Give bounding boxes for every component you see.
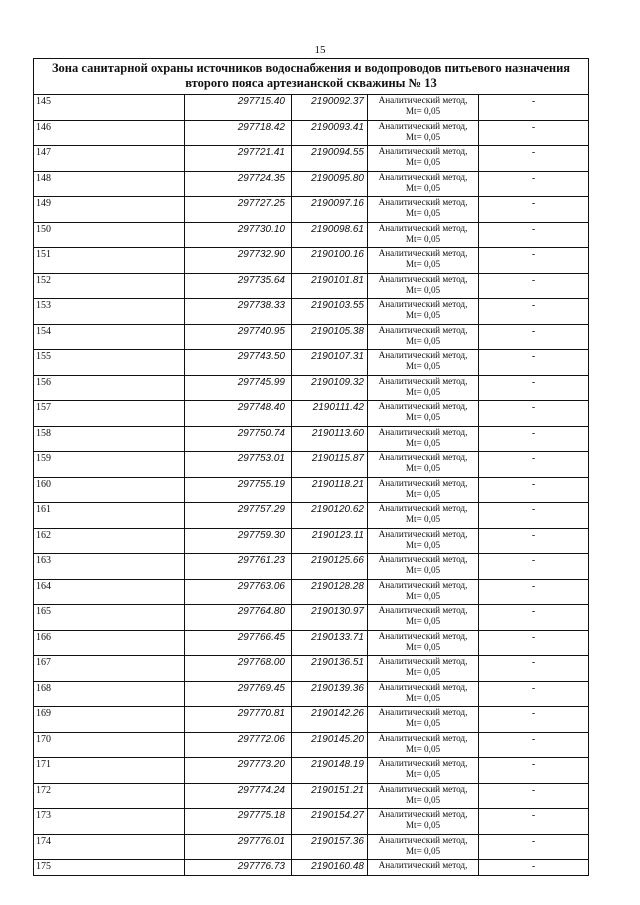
method-cell xyxy=(368,707,479,733)
method-cell xyxy=(368,375,479,401)
method-cell xyxy=(368,554,479,580)
description-cell: - xyxy=(479,324,589,350)
description-cell: - xyxy=(479,528,589,554)
table-row xyxy=(34,324,589,350)
method-cell xyxy=(368,324,479,350)
table-row xyxy=(34,834,589,860)
method-accuracy: Mt= 0,05 xyxy=(405,106,441,116)
point-number-cell: 169 xyxy=(34,707,185,733)
method-accuracy: Mt= 0,05 xyxy=(405,310,441,320)
point-number-cell: 146 xyxy=(34,120,185,146)
y-coordinate-cell: 2190151.21 xyxy=(292,783,368,809)
point-number-cell: 168 xyxy=(34,681,185,707)
point-number-cell: 151 xyxy=(34,248,185,274)
method-cell xyxy=(368,146,479,172)
point-number-cell: 145 xyxy=(34,95,185,121)
x-coordinate-cell: 297775.18 xyxy=(185,809,292,835)
method-accuracy: Mt= 0,05 xyxy=(405,692,441,703)
method-accuracy: Mt= 0,05 xyxy=(405,667,441,677)
method-accuracy: Mt= 0,05 xyxy=(405,539,441,550)
description-cell: - xyxy=(479,834,589,860)
point-number-cell: 170 xyxy=(34,732,185,758)
method-name: Аналитический метод, xyxy=(378,197,468,207)
description-cell: - xyxy=(479,783,589,809)
method-name: Аналитический метод, xyxy=(378,860,468,870)
method-cell xyxy=(368,426,479,452)
table-row xyxy=(34,401,589,427)
x-coordinate-cell: 297721.41 xyxy=(185,146,292,172)
table-row xyxy=(34,783,589,809)
y-coordinate-cell: 2190094.55 xyxy=(292,146,368,172)
y-coordinate-cell: 2190115.87 xyxy=(292,452,368,478)
table-body xyxy=(34,95,589,876)
method-name: Аналитический метод, xyxy=(378,528,468,539)
description-cell: - xyxy=(479,477,589,503)
description-cell: - xyxy=(479,350,589,376)
point-number-cell: 155 xyxy=(34,350,185,376)
point-number-cell: 149 xyxy=(34,197,185,223)
description-cell: - xyxy=(479,401,589,427)
method-accuracy: Mt= 0,05 xyxy=(405,335,441,346)
x-coordinate-cell: 297776.73 xyxy=(185,860,292,876)
y-coordinate-cell: 2190128.28 xyxy=(292,579,368,605)
method-cell xyxy=(368,350,479,376)
table-row xyxy=(34,809,589,835)
table-row xyxy=(34,630,589,656)
table-row xyxy=(34,426,589,452)
y-coordinate-cell: 2190120.62 xyxy=(292,503,368,529)
method-name: Аналитический метод, xyxy=(378,783,468,794)
coordinates-sheet xyxy=(33,58,589,876)
point-number-cell: 175 xyxy=(34,860,185,876)
point-number-cell: 167 xyxy=(34,656,185,682)
method-cell xyxy=(368,222,479,248)
method-name: Аналитический метод, xyxy=(378,146,468,156)
y-coordinate-cell: 2190103.55 xyxy=(292,299,368,325)
method-name: Аналитический метод, xyxy=(378,171,468,182)
method-cell xyxy=(368,783,479,809)
method-accuracy: Mt= 0,05 xyxy=(405,131,441,142)
method-cell xyxy=(368,834,479,860)
point-number-cell: 173 xyxy=(34,809,185,835)
method-accuracy: Mt= 0,05 xyxy=(405,769,441,779)
x-coordinate-cell: 297764.80 xyxy=(185,605,292,631)
y-coordinate-cell: 2190101.81 xyxy=(292,273,368,299)
table-row xyxy=(34,732,589,758)
point-number-cell: 165 xyxy=(34,605,185,631)
method-name: Аналитический метод, xyxy=(378,273,468,284)
table-row xyxy=(34,197,589,223)
method-name: Аналитический метод, xyxy=(378,324,468,335)
method-accuracy: Mt= 0,05 xyxy=(405,157,441,167)
point-number-cell: 164 xyxy=(34,579,185,605)
x-coordinate-cell: 297766.45 xyxy=(185,630,292,656)
point-number-cell: 153 xyxy=(34,299,185,325)
method-cell xyxy=(368,605,479,631)
x-coordinate-cell: 297763.06 xyxy=(185,579,292,605)
table-row xyxy=(34,120,589,146)
description-cell: - xyxy=(479,426,589,452)
point-number-cell: 160 xyxy=(34,477,185,503)
y-coordinate-cell: 2190157.36 xyxy=(292,834,368,860)
document-title xyxy=(33,58,589,94)
method-name: Аналитический метод, xyxy=(378,503,468,513)
y-coordinate-cell: 2190130.97 xyxy=(292,605,368,631)
description-cell: - xyxy=(479,681,589,707)
point-number-cell: 147 xyxy=(34,146,185,172)
method-accuracy: Mt= 0,05 xyxy=(405,794,441,805)
y-coordinate-cell: 2190111.42 xyxy=(292,401,368,427)
description-cell: - xyxy=(479,171,589,197)
y-coordinate-cell: 2190093.41 xyxy=(292,120,368,146)
x-coordinate-cell: 297776.01 xyxy=(185,834,292,860)
point-number-cell: 152 xyxy=(34,273,185,299)
description-cell: - xyxy=(479,605,589,631)
method-cell xyxy=(368,197,479,223)
y-coordinate-cell: 2190148.19 xyxy=(292,758,368,784)
x-coordinate-cell: 297735.64 xyxy=(185,273,292,299)
title-line-1: Зона санитарной охраны источников водоснабжения и водопроводов питьевого назначения xyxy=(51,61,571,75)
table-row xyxy=(34,656,589,682)
method-accuracy: Mt= 0,05 xyxy=(405,284,441,295)
y-coordinate-cell: 2190107.31 xyxy=(292,350,368,376)
method-accuracy: Mt= 0,05 xyxy=(405,182,441,193)
method-name: Аналитический метод, xyxy=(378,375,468,386)
method-name: Аналитический метод, xyxy=(378,758,468,768)
description-cell: - xyxy=(479,375,589,401)
y-coordinate-cell: 2190097.16 xyxy=(292,197,368,223)
method-name: Аналитический метод, xyxy=(378,579,468,590)
x-coordinate-cell: 297773.20 xyxy=(185,758,292,784)
method-cell xyxy=(368,503,479,529)
y-coordinate-cell: 2190125.66 xyxy=(292,554,368,580)
y-coordinate-cell: 2190145.20 xyxy=(292,732,368,758)
description-cell: - xyxy=(479,630,589,656)
table-row xyxy=(34,95,589,121)
method-cell xyxy=(368,528,479,554)
description-cell: - xyxy=(479,95,589,121)
table-row xyxy=(34,452,589,478)
y-coordinate-cell: 2190118.21 xyxy=(292,477,368,503)
method-name: Аналитический метод, xyxy=(378,222,468,233)
method-cell xyxy=(368,299,479,325)
description-cell: - xyxy=(479,860,589,876)
method-name: Аналитический метод, xyxy=(378,630,468,641)
x-coordinate-cell: 297768.00 xyxy=(185,656,292,682)
table-row xyxy=(34,860,589,876)
method-accuracy: Mt= 0,05 xyxy=(405,845,441,856)
method-name: Аналитический метод, xyxy=(378,248,468,258)
method-cell xyxy=(368,579,479,605)
y-coordinate-cell: 2190100.16 xyxy=(292,248,368,274)
method-cell xyxy=(368,95,479,121)
x-coordinate-cell: 297730.10 xyxy=(185,222,292,248)
method-name: Аналитический метод, xyxy=(378,707,468,717)
method-cell xyxy=(368,452,479,478)
method-accuracy: Mt= 0,05 xyxy=(405,514,441,524)
y-coordinate-cell: 2190109.32 xyxy=(292,375,368,401)
table-row xyxy=(34,222,589,248)
method-cell xyxy=(368,656,479,682)
description-cell: - xyxy=(479,299,589,325)
point-number-cell: 161 xyxy=(34,503,185,529)
method-name: Аналитический метод, xyxy=(378,605,468,615)
table-row xyxy=(34,605,589,631)
y-coordinate-cell: 2190136.51 xyxy=(292,656,368,682)
method-name: Аналитический метод, xyxy=(378,95,468,105)
x-coordinate-cell: 297724.35 xyxy=(185,171,292,197)
method-cell xyxy=(368,809,479,835)
x-coordinate-cell: 297774.24 xyxy=(185,783,292,809)
table-row xyxy=(34,299,589,325)
method-accuracy: Mt= 0,05 xyxy=(405,208,441,218)
title-line-2: второго пояса артезианской скважины № 13 xyxy=(185,76,437,90)
x-coordinate-cell: 297727.25 xyxy=(185,197,292,223)
x-coordinate-cell: 297718.42 xyxy=(185,120,292,146)
method-name: Аналитический метод, xyxy=(378,401,468,411)
description-cell: - xyxy=(479,758,589,784)
point-number-cell: 148 xyxy=(34,171,185,197)
description-cell: - xyxy=(479,273,589,299)
method-accuracy: Mt= 0,05 xyxy=(405,233,441,244)
x-coordinate-cell: 297715.40 xyxy=(185,95,292,121)
description-cell: - xyxy=(479,452,589,478)
point-number-cell: 159 xyxy=(34,452,185,478)
x-coordinate-cell: 297743.50 xyxy=(185,350,292,376)
page-number: 15 xyxy=(314,44,326,56)
x-coordinate-cell: 297772.06 xyxy=(185,732,292,758)
description-cell: - xyxy=(479,197,589,223)
method-accuracy: Mt= 0,05 xyxy=(405,565,441,575)
table-row xyxy=(34,503,589,529)
y-coordinate-cell: 2190113.60 xyxy=(292,426,368,452)
table-row xyxy=(34,477,589,503)
method-accuracy: Mt= 0,05 xyxy=(405,386,441,397)
method-name: Аналитический метод, xyxy=(378,299,468,309)
description-cell: - xyxy=(479,146,589,172)
method-accuracy: Mt= 0,05 xyxy=(405,718,441,728)
description-cell: - xyxy=(479,732,589,758)
description-cell: - xyxy=(479,809,589,835)
method-accuracy: Mt= 0,05 xyxy=(405,590,441,601)
description-cell: - xyxy=(479,120,589,146)
table-row xyxy=(34,707,589,733)
method-cell xyxy=(368,477,479,503)
x-coordinate-cell: 297761.23 xyxy=(185,554,292,580)
point-number-cell: 171 xyxy=(34,758,185,784)
method-cell xyxy=(368,273,479,299)
table-row xyxy=(34,146,589,172)
description-cell: - xyxy=(479,554,589,580)
point-number-cell: 154 xyxy=(34,324,185,350)
x-coordinate-cell: 297757.29 xyxy=(185,503,292,529)
x-coordinate-cell: 297750.74 xyxy=(185,426,292,452)
y-coordinate-cell: 2190095.80 xyxy=(292,171,368,197)
method-name: Аналитический метод, xyxy=(378,809,468,819)
method-cell xyxy=(368,732,479,758)
x-coordinate-cell: 297740.95 xyxy=(185,324,292,350)
table-row xyxy=(34,554,589,580)
x-coordinate-cell: 297755.19 xyxy=(185,477,292,503)
table-row xyxy=(34,375,589,401)
method-accuracy: Mt= 0,05 xyxy=(405,259,441,269)
x-coordinate-cell: 297732.90 xyxy=(185,248,292,274)
method-cell xyxy=(368,681,479,707)
method-name: Аналитический метод, xyxy=(378,834,468,845)
table-row xyxy=(34,579,589,605)
x-coordinate-cell: 297769.45 xyxy=(185,681,292,707)
y-coordinate-cell: 2190154.27 xyxy=(292,809,368,835)
description-cell: - xyxy=(479,503,589,529)
description-cell: - xyxy=(479,248,589,274)
point-number-cell: 166 xyxy=(34,630,185,656)
y-coordinate-cell: 2190123.11 xyxy=(292,528,368,554)
method-accuracy: Mt= 0,05 xyxy=(405,361,441,371)
method-name: Аналитический метод, xyxy=(378,452,468,462)
description-cell: - xyxy=(479,222,589,248)
point-number-cell: 174 xyxy=(34,834,185,860)
y-coordinate-cell: 2190092.37 xyxy=(292,95,368,121)
x-coordinate-cell: 297759.30 xyxy=(185,528,292,554)
description-cell: - xyxy=(479,656,589,682)
method-accuracy: Mt= 0,05 xyxy=(405,437,441,448)
point-number-cell: 172 xyxy=(34,783,185,809)
coordinates-table xyxy=(33,94,589,876)
description-cell: - xyxy=(479,579,589,605)
table-row xyxy=(34,350,589,376)
method-cell xyxy=(368,248,479,274)
table-row xyxy=(34,248,589,274)
y-coordinate-cell: 2190133.71 xyxy=(292,630,368,656)
point-number-cell: 163 xyxy=(34,554,185,580)
method-accuracy: Mt= 0,05 xyxy=(405,616,441,626)
method-name: Аналитический метод, xyxy=(378,554,468,564)
method-name: Аналитический метод, xyxy=(378,732,468,743)
description-cell: - xyxy=(479,707,589,733)
method-name: Аналитический метод, xyxy=(378,656,468,666)
table-row xyxy=(34,681,589,707)
method-name: Аналитический метод, xyxy=(378,120,468,131)
table-row xyxy=(34,273,589,299)
method-cell xyxy=(368,630,479,656)
y-coordinate-cell: 2190098.61 xyxy=(292,222,368,248)
y-coordinate-cell: 2190139.36 xyxy=(292,681,368,707)
method-name: Аналитический метод, xyxy=(378,681,468,692)
method-cell xyxy=(368,401,479,427)
method-accuracy: Mt= 0,05 xyxy=(405,488,441,499)
point-number-cell: 158 xyxy=(34,426,185,452)
x-coordinate-cell: 297738.33 xyxy=(185,299,292,325)
point-number-cell: 150 xyxy=(34,222,185,248)
method-cell xyxy=(368,171,479,197)
method-cell xyxy=(368,120,479,146)
x-coordinate-cell: 297745.99 xyxy=(185,375,292,401)
x-coordinate-cell: 297753.01 xyxy=(185,452,292,478)
method-accuracy: Mt= 0,05 xyxy=(405,743,441,754)
point-number-cell: 162 xyxy=(34,528,185,554)
method-accuracy: Mt= 0,05 xyxy=(405,641,441,652)
method-accuracy: Mt= 0,05 xyxy=(405,463,441,473)
method-name: Аналитический метод, xyxy=(378,477,468,488)
y-coordinate-cell: 2190160.48 xyxy=(292,860,368,876)
method-cell xyxy=(368,860,479,876)
y-coordinate-cell: 2190105.38 xyxy=(292,324,368,350)
x-coordinate-cell: 297748.40 xyxy=(185,401,292,427)
method-accuracy: Mt= 0,05 xyxy=(405,412,441,422)
point-number-cell: 156 xyxy=(34,375,185,401)
method-accuracy: Mt= 0,05 xyxy=(405,820,441,830)
table-row xyxy=(34,528,589,554)
method-cell xyxy=(368,758,479,784)
table-row xyxy=(34,758,589,784)
x-coordinate-cell: 297770.81 xyxy=(185,707,292,733)
method-name: Аналитический метод, xyxy=(378,350,468,360)
point-number-cell: 157 xyxy=(34,401,185,427)
table-row xyxy=(34,171,589,197)
method-name: Аналитический метод, xyxy=(378,426,468,437)
y-coordinate-cell: 2190142.26 xyxy=(292,707,368,733)
